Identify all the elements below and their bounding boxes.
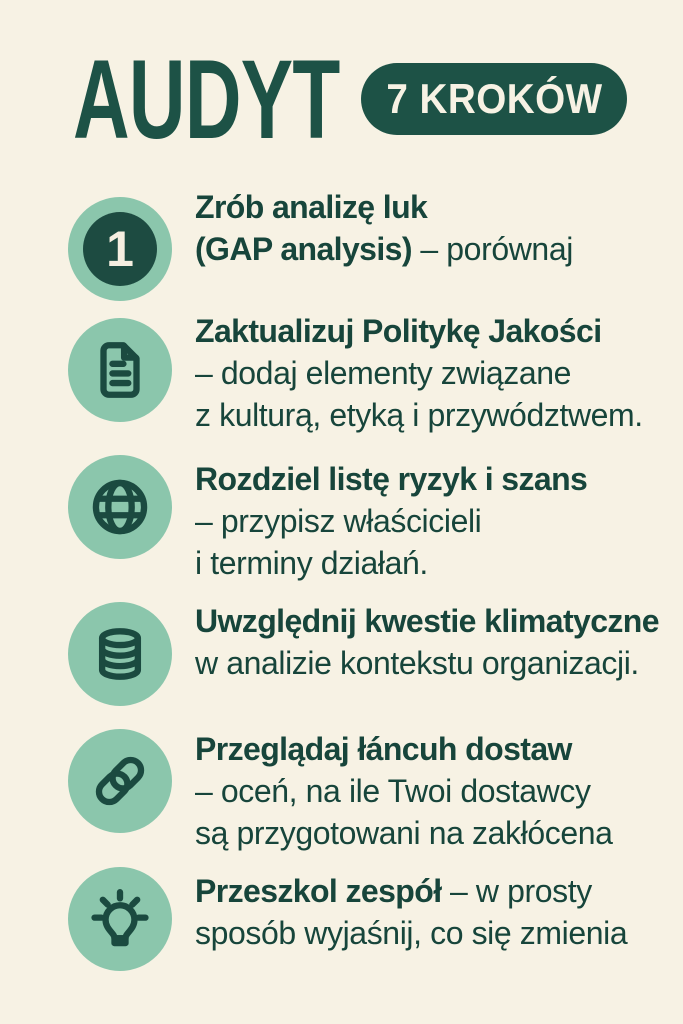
step-text-regular: – w prosty xyxy=(441,873,592,909)
step-text-regular: w analizie kontekstu organizacji. xyxy=(195,645,639,681)
step-text xyxy=(195,600,659,684)
step-text-regular: – dodaj elementy związane xyxy=(195,355,572,391)
step-text-regular: – przypisz właścicieli xyxy=(195,503,482,539)
link-icon xyxy=(68,729,172,833)
step-text xyxy=(195,310,643,436)
document-icon xyxy=(68,318,172,422)
steps-count-badge xyxy=(361,63,627,135)
step-number: 1 xyxy=(83,212,157,286)
step-text-bold: Zaktualizuj Politykę Jakości xyxy=(195,313,602,349)
step-text xyxy=(195,728,613,854)
step-text-regular: – oceń, na ile Twoi dostawcy xyxy=(195,773,591,809)
step-text xyxy=(195,186,573,270)
step-text-regular: sposób wyjaśnij, co się zmienia xyxy=(195,915,628,951)
step-text-bold: Uwzględnij kwestie klimatyczne xyxy=(195,603,659,639)
step-text-regular: – porównaj xyxy=(411,231,573,267)
steps-count-badge-label: 7 KROKÓW xyxy=(385,75,603,122)
step-text-bold: (GAP analysis) xyxy=(195,231,412,267)
page-title: AUDYT xyxy=(73,37,340,162)
lightbulb-icon xyxy=(68,867,172,971)
step-text-regular: z kulturą, etyką i przywództwem. xyxy=(195,397,643,433)
number-1-icon xyxy=(68,197,172,301)
step-text-bold: Przeglądaj łáncuh dostaw xyxy=(195,731,572,767)
database-icon xyxy=(68,602,172,706)
step-text-bold: Przeszkol zespół xyxy=(195,873,442,909)
step-text-bold: Zrób analizę luk xyxy=(195,189,428,225)
globe-icon xyxy=(68,455,172,559)
step-text-bold: Rozdziel listę ryzyk i szans xyxy=(195,461,588,497)
step-text-regular: i terminy działań. xyxy=(195,545,428,581)
step-text xyxy=(195,870,627,954)
step-text xyxy=(195,458,587,584)
step-text-regular: są przygotowani na zakłócena xyxy=(195,815,613,851)
